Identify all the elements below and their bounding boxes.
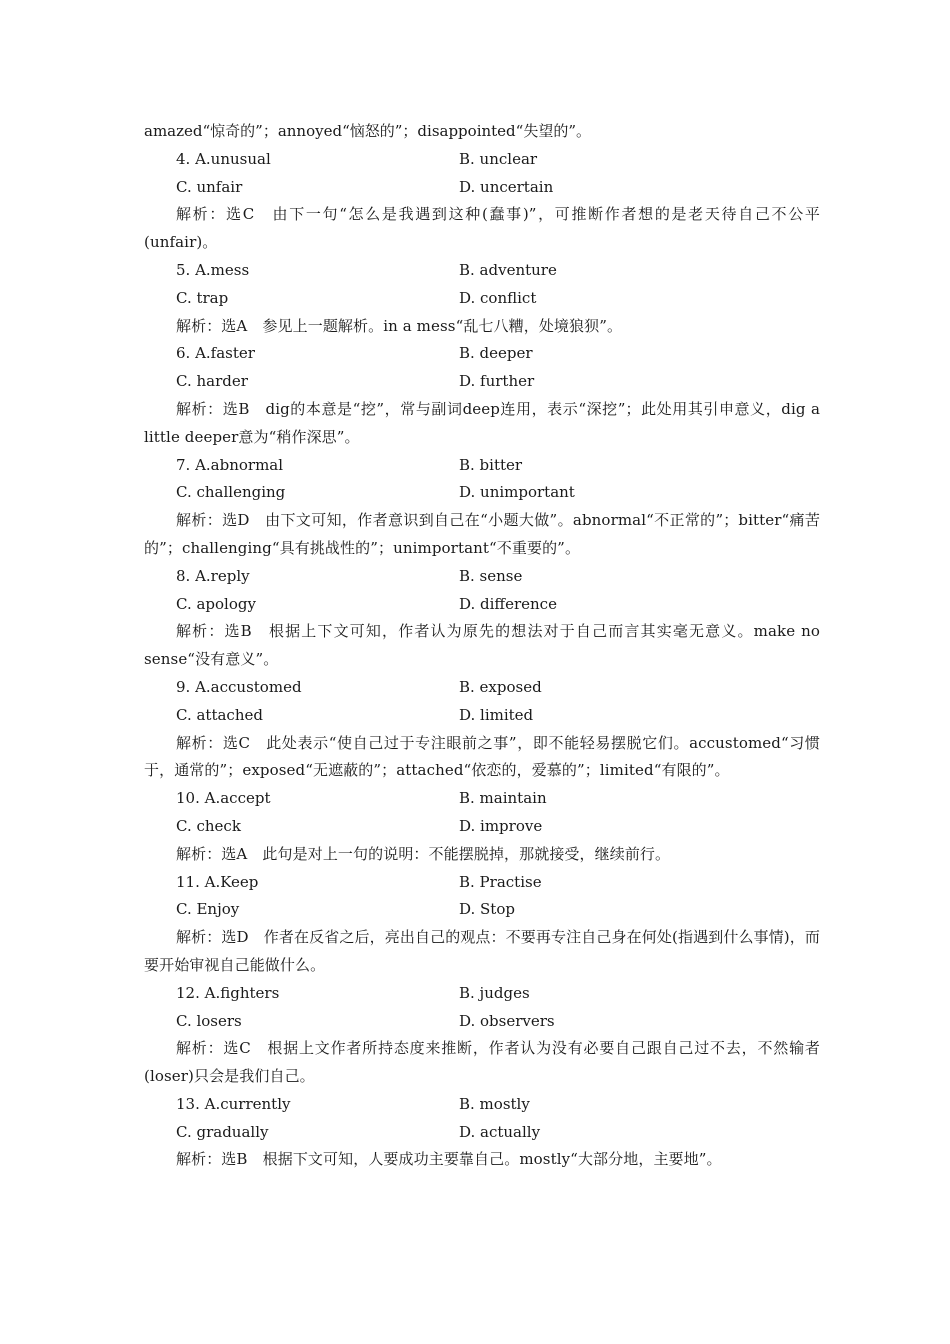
option-c: C. Enjoy xyxy=(176,900,240,919)
options-row-ab xyxy=(144,257,820,285)
option-d: D. limited xyxy=(459,705,534,724)
options-row-ab xyxy=(144,452,820,480)
option-a: 4. A.unusual xyxy=(176,149,271,168)
option-b: B. judges xyxy=(459,983,530,1002)
options-row-ab xyxy=(144,146,820,174)
option-c: C. check xyxy=(176,816,241,835)
option-d: D. Stop xyxy=(459,900,515,919)
document-page xyxy=(144,118,820,1174)
options-row-cd xyxy=(144,285,820,313)
option-a: 6. A.faster xyxy=(176,344,255,363)
option-c: C. trap xyxy=(176,288,229,307)
option-b: B. exposed xyxy=(459,677,542,696)
options-row-ab xyxy=(144,563,820,591)
option-b: B. adventure xyxy=(459,260,557,279)
analysis-paragraph: 解析：选D 作者在反省之后，亮出自己的观点：不要再专注自己身在何处(指遇到什么事情)，而要开始审视自己能做什么。 xyxy=(144,928,820,974)
option-c: C. gradually xyxy=(176,1122,269,1141)
option-d: D. observers xyxy=(459,1011,555,1030)
option-a: 11. A.Keep xyxy=(176,872,259,891)
options-row-cd xyxy=(144,896,820,924)
option-c: C. challenging xyxy=(176,483,286,502)
analysis-paragraph: 解析：选C 此处表示“使自己过于专注眼前之事”，即不能轻易摆脱它们。accustomed“习惯于，通常的”；exposed“无遮蔽的”；attached“依恋的，爱慕的”；limited“有限的”。 xyxy=(144,733,820,780)
option-d: D. uncertain xyxy=(459,177,554,196)
analysis-paragraph: 解析：选B 根据下文可知，人要成功主要靠自己。mostly“大部分地，主要地”。 xyxy=(176,1150,722,1169)
lead-line: amazed“惊奇的”；annoyed“恼怒的”；disappointed“失望的”。 xyxy=(144,122,591,140)
option-a: 7. A.abnormal xyxy=(176,455,284,474)
option-c: C. unfair xyxy=(176,177,243,196)
option-a: 8. A.reply xyxy=(176,566,250,585)
option-b: B. sense xyxy=(459,566,523,585)
analysis-paragraph: 解析：选C 根据上文作者所持态度来推断，作者认为没有必要自己跟自己过不去，不然输者(loser)只会是我们自己。 xyxy=(144,1039,820,1086)
analysis-paragraph: 解析：选B 根据上下文可知，作者认为原先的想法对于自己而言其实毫无意义。make no sense“没有意义”。 xyxy=(144,622,820,669)
option-c: C. losers xyxy=(176,1011,242,1030)
option-d: D. further xyxy=(459,372,535,391)
options-row-ab xyxy=(144,340,820,368)
option-c: C. apology xyxy=(176,594,256,613)
option-b: B. mostly xyxy=(459,1094,530,1113)
option-d: D. conflict xyxy=(459,288,537,307)
option-d: D. difference xyxy=(459,594,557,613)
options-row-cd xyxy=(144,702,820,730)
option-b: B. deeper xyxy=(459,344,533,363)
option-a: 9. A.accustomed xyxy=(176,677,302,696)
options-row-ab xyxy=(144,980,820,1008)
options-row-cd xyxy=(144,1008,820,1036)
analysis-paragraph: 解析：选A 参见上一题解析。in a mess“乱七八糟，处境狼狈”。 xyxy=(176,316,623,335)
option-b: B. maintain xyxy=(459,789,547,808)
question-list xyxy=(144,146,820,1174)
analysis-paragraph: 解析：选B dig的本意是“挖”，常与副词deep连用，表示“深挖”；此处用其引申意义，dig a little deeper意为“稍作深思”。 xyxy=(144,399,820,446)
option-c: C. harder xyxy=(176,372,248,391)
options-row-cd xyxy=(144,368,820,396)
option-b: B. unclear xyxy=(459,149,538,168)
options-row-ab xyxy=(144,674,820,702)
options-row-cd xyxy=(144,591,820,619)
option-a: 13. A.currently xyxy=(176,1094,291,1113)
option-d: D. improve xyxy=(459,816,543,835)
option-a: 12. A.fighters xyxy=(176,983,280,1002)
options-row-cd xyxy=(144,1119,820,1147)
options-row-ab xyxy=(144,1091,820,1119)
option-a: 10. A.accept xyxy=(176,789,271,808)
option-a: 5. A.mess xyxy=(176,260,250,279)
analysis-paragraph: 解析：选C 由下一句“怎么是我遇到这种(蠢事)”，可推断作者想的是老天待自己不公平(unfair)。 xyxy=(144,205,820,252)
options-row-ab xyxy=(144,785,820,813)
options-row-cd xyxy=(144,479,820,507)
analysis-paragraph: 解析：选A 此句是对上一句的说明：不能摆脱掉，那就接受，继续前行。 xyxy=(176,844,671,863)
options-row-cd xyxy=(144,174,820,202)
option-c: C. attached xyxy=(176,705,263,724)
option-d: D. actually xyxy=(459,1122,541,1141)
analysis-paragraph: 解析：选D 由下文可知，作者意识到自己在“小题大做”。abnormal“不正常的”；bitter“痛苦的”；challenging“具有挑战性的”；unimportant“不重要的”。 xyxy=(144,511,820,557)
options-row-cd xyxy=(144,813,820,841)
option-d: D. unimportant xyxy=(459,483,575,502)
options-row-ab xyxy=(144,869,820,897)
option-b: B. bitter xyxy=(459,455,523,474)
option-b: B. Practise xyxy=(459,872,542,891)
